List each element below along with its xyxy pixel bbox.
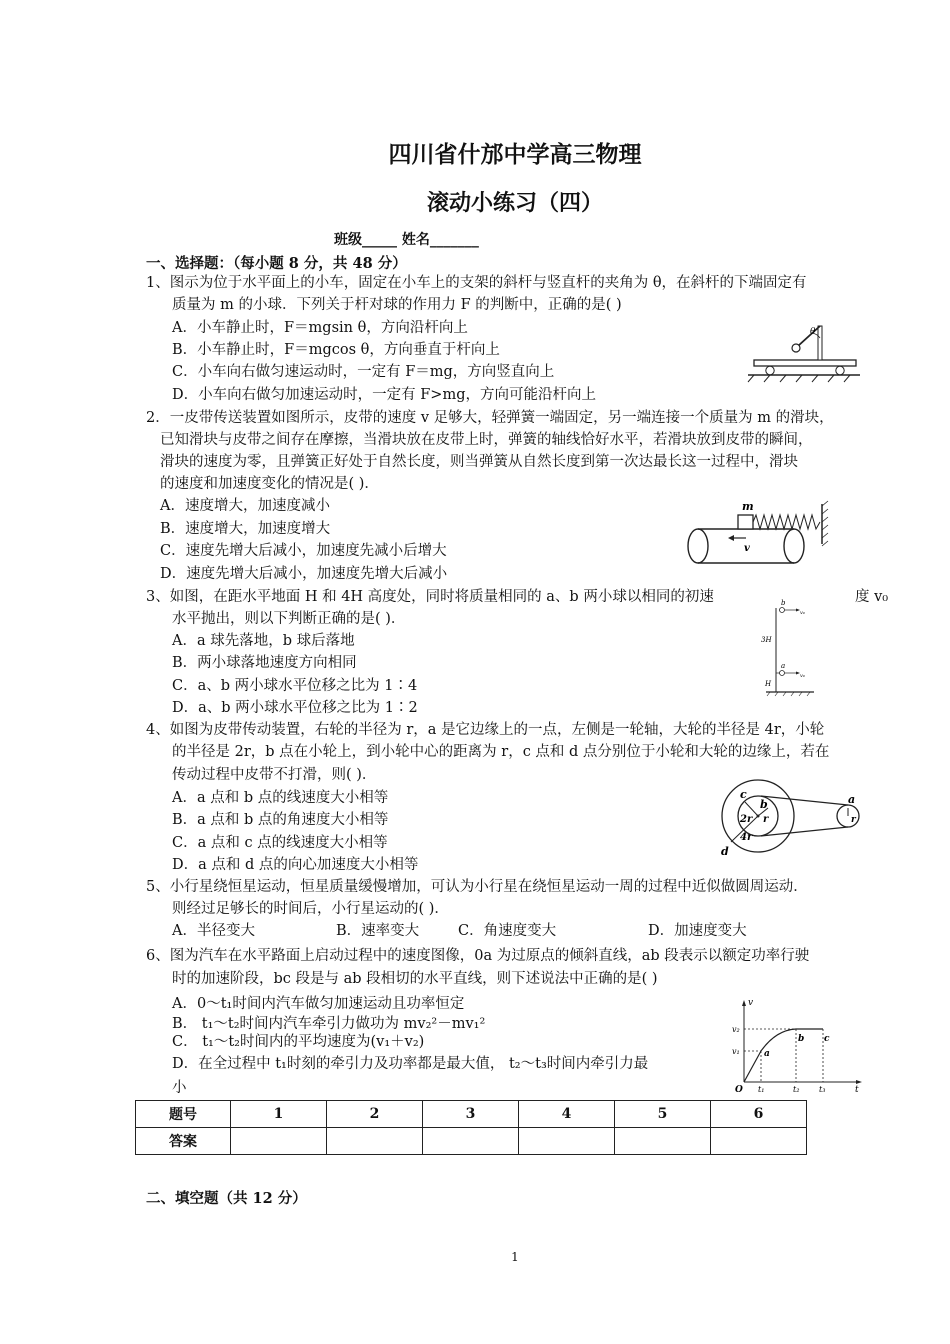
q3-option-b: B．两小球落地速度方向相同 xyxy=(172,655,357,671)
q6-option-a: A．0～t₁时间内汽车做匀加速运动且功率恒定 xyxy=(172,996,465,1012)
q4-r-label: r xyxy=(763,814,769,825)
q6-t1-label: t₁ xyxy=(758,1085,765,1094)
q3-v0-top: v₀ xyxy=(800,610,805,616)
q1-cart-figure xyxy=(748,312,868,390)
table-cell: 题号 xyxy=(136,1101,231,1128)
answer-cell-2[interactable] xyxy=(327,1128,423,1155)
q1-option-b: B．小车静止时，F＝mgcos θ，方向垂直于杆向上 xyxy=(172,342,500,358)
q6-velocity-graph xyxy=(730,996,866,1095)
q6-t3-label: t₃ xyxy=(819,1085,826,1094)
q3-b-label: b xyxy=(781,599,786,607)
q1-option-d: D．小车向右做匀加速运动时，一定有 F>mg，方向可能沿杆向上 xyxy=(172,387,596,403)
q2-option-c: C．速度先增大后减小，加速度先减小后增大 xyxy=(160,543,447,559)
answer-cell-3[interactable] xyxy=(423,1128,519,1155)
q3-v0-bottom: v₀ xyxy=(800,673,805,679)
q1-option-a: A．小车静止时，F＝mgsin θ，方向沿杆向上 xyxy=(172,320,468,336)
q4-stem-line-1: 4、如图为皮带传动装置，右轮的半径为 r，a 是它边缘上的一点，左侧是一轮轴，大轮的半径是 4r，小轮 xyxy=(146,722,825,738)
q2-option-b: B．速度增大，加速度增大 xyxy=(160,521,331,537)
section-2-heading: 二、填空题（共 12 分） xyxy=(146,1190,307,1207)
q4-2r-label: 2r xyxy=(740,814,753,825)
q3-stem-line-1-end: 度 v₀ xyxy=(855,589,889,605)
table-cell: 6 xyxy=(711,1101,807,1128)
q3-option-d: D．a、b 两小球水平位移之比为 1∶2 xyxy=(172,700,418,716)
q6-option-d: D．在全过程中 t₁时刻的牵引力及功率都是最大值， t₂～t₃时间内牵引力最 xyxy=(172,1056,649,1072)
q6-v1-label: v₁ xyxy=(732,1047,740,1056)
q4-pulley-figure xyxy=(718,778,868,858)
q5-option-a: A．半径变大 xyxy=(172,923,255,939)
q6-origin-label: O xyxy=(735,1085,743,1095)
q2-stem-line-3: 滑块的速度为零，且弹簧正好处于自然长度，则当弹簧从自然长度到第一次达最长这一过程中，滑块 xyxy=(160,454,798,470)
q3-option-a: A．a 球先落地，b 球后落地 xyxy=(172,633,355,649)
q2-stem-line-1: 2．一皮带传送装置如图所示，皮带的速度 v 足够大，轻弹簧一端固定，另一端连接一个质量为 m 的滑块， xyxy=(146,410,834,426)
q6-stem-line-2: 时的加速阶段，bc 段是与 ab 段相切的水平直线，则下述说法中正确的是( ) xyxy=(172,971,658,987)
q6-option-c: C． t₁～t₂时间内的平均速度为(v₁＋v₂) xyxy=(172,1034,425,1050)
q3-stem-line-1: 3、如图，在距水平地面 H 和 4H 高度处，同时将质量相同的 a、b 两小球以相同的初速 xyxy=(146,589,714,605)
q6-point-c-label: c xyxy=(824,1034,830,1044)
table-cell: 答案 xyxy=(136,1128,231,1155)
table-cell: 5 xyxy=(615,1101,711,1128)
q3-option-c: C．a、b 两小球水平位移之比为 1∶4 xyxy=(172,678,418,694)
answer-cell-1[interactable] xyxy=(231,1128,327,1155)
table-cell: 3 xyxy=(423,1101,519,1128)
q1-stem-line-1: 1、图示为位于水平面上的小车，固定在小车上的支架的斜杆与竖直杆的夹角为 θ，在斜杆的下端固定有 xyxy=(146,275,807,291)
q6-t-axis-label: t xyxy=(855,1085,859,1095)
q6-t2-label: t₂ xyxy=(793,1085,800,1094)
q4-option-d: D．a 点和 d 点的向心加速度大小相等 xyxy=(172,857,419,873)
q4-option-a: A．a 点和 b 点的线速度大小相等 xyxy=(172,790,389,806)
q4-option-c: C．a 点和 c 点的线速度大小相等 xyxy=(172,835,388,851)
q5-option-d: D．加速度变大 xyxy=(648,923,747,939)
table-cell: 2 xyxy=(327,1101,423,1128)
answer-cell-6[interactable] xyxy=(711,1128,807,1155)
q2-stem-line-2: 已知滑块与皮带之间存在摩擦，当滑块放在皮带上时，弹簧的轴线恰好水平，若滑块放到皮带的瞬间， xyxy=(160,432,813,448)
q4-b-label: b xyxy=(760,798,768,811)
q5-stem-line-1: 5、小行星绕恒星运动，恒星质量缓慢增加，可认为小行星在绕恒星运动一周的过程中近似做圆周运动． xyxy=(146,879,808,895)
q4-small-r-label: r xyxy=(851,815,856,825)
table-cell: 4 xyxy=(519,1101,615,1128)
page-title: 四川省什邡中学高三物理 xyxy=(388,142,642,168)
q4-stem-line-3: 传动过程中皮带不打滑，则( )． xyxy=(172,767,377,783)
q6-option-b: B． t₁～t₂时间内汽车牵引力做功为 mv₂²－mv₁² xyxy=(172,1016,486,1032)
answer-cell-5[interactable] xyxy=(615,1128,711,1155)
q6-v2-label: v₂ xyxy=(732,1025,740,1034)
class-name-line: 班级_____ 姓名_______ xyxy=(334,232,479,248)
q6-v-axis-label: v xyxy=(748,998,754,1008)
answer-cell-4[interactable] xyxy=(519,1128,615,1155)
q2-option-a: A．速度增大，加速度减小 xyxy=(160,498,330,514)
q6-option-d-continued: 小 xyxy=(172,1080,187,1096)
q6-stem-line-1: 6、图为汽车在水平路面上启动过程中的速度图像，0a 为过原点的倾斜直线，ab 段表示以额定功率行驶 xyxy=(146,948,810,964)
q5-option-b: B．速率变大 xyxy=(336,923,420,939)
q2-option-d: D．速度先增大后减小，加速度先增大后减小 xyxy=(160,566,448,582)
answer-table xyxy=(135,1100,807,1155)
q2-mass-label: m xyxy=(742,500,754,513)
page-number: 1 xyxy=(511,1250,519,1264)
q6-point-b-label: b xyxy=(798,1034,805,1044)
q2-conveyor-figure xyxy=(682,494,832,568)
q4-a-label: a xyxy=(848,793,856,806)
q3-projectile-figure xyxy=(756,598,820,698)
q5-stem-line-2: 则经过足够长的时间后，小行星运动的( )． xyxy=(172,901,449,917)
q5-option-c: C．角速度变大 xyxy=(458,923,557,939)
q6-point-a-label: a xyxy=(764,1049,770,1059)
q3-stem-line-2: 水平抛出，则以下判断正确的是( )． xyxy=(172,611,406,627)
q4-d-label: d xyxy=(721,845,729,858)
section-1-heading: 一、选择题：（每小题 8 分，共 48 分） xyxy=(146,255,407,272)
q3-3h-label: 3H xyxy=(761,636,772,644)
table-cell: 1 xyxy=(231,1101,327,1128)
q4-stem-line-2: 的半径是 2r，b 点在小轮上，到小轮中心的距离为 r，c 点和 d 点分别位于小轮和大轮的边缘上，若在 xyxy=(172,744,830,760)
q1-theta-label: θ xyxy=(810,327,816,337)
answer-table-answer-row xyxy=(136,1128,807,1155)
q4-option-b: B．a 点和 b 点的角速度大小相等 xyxy=(172,812,389,828)
q2-stem-line-4: 的速度和加速度变化的情况是( )． xyxy=(160,476,379,492)
q4-c-label: c xyxy=(740,788,747,801)
page-subtitle: 滚动小练习（四） xyxy=(426,191,603,216)
answer-table-header-row xyxy=(136,1101,807,1128)
q2-velocity-label: v xyxy=(744,543,750,554)
q1-stem-line-2: 质量为 m 的小球．下列关于杆对球的作用力 F 的判断中，正确的是( ) xyxy=(172,297,622,313)
q1-option-c: C．小车向右做匀速运动时，一定有 F＝mg，方向竖直向上 xyxy=(172,364,555,380)
q4-4r-label: 4r xyxy=(740,832,753,843)
q3-h-label: H xyxy=(765,680,772,688)
q3-a-label: a xyxy=(781,662,786,670)
